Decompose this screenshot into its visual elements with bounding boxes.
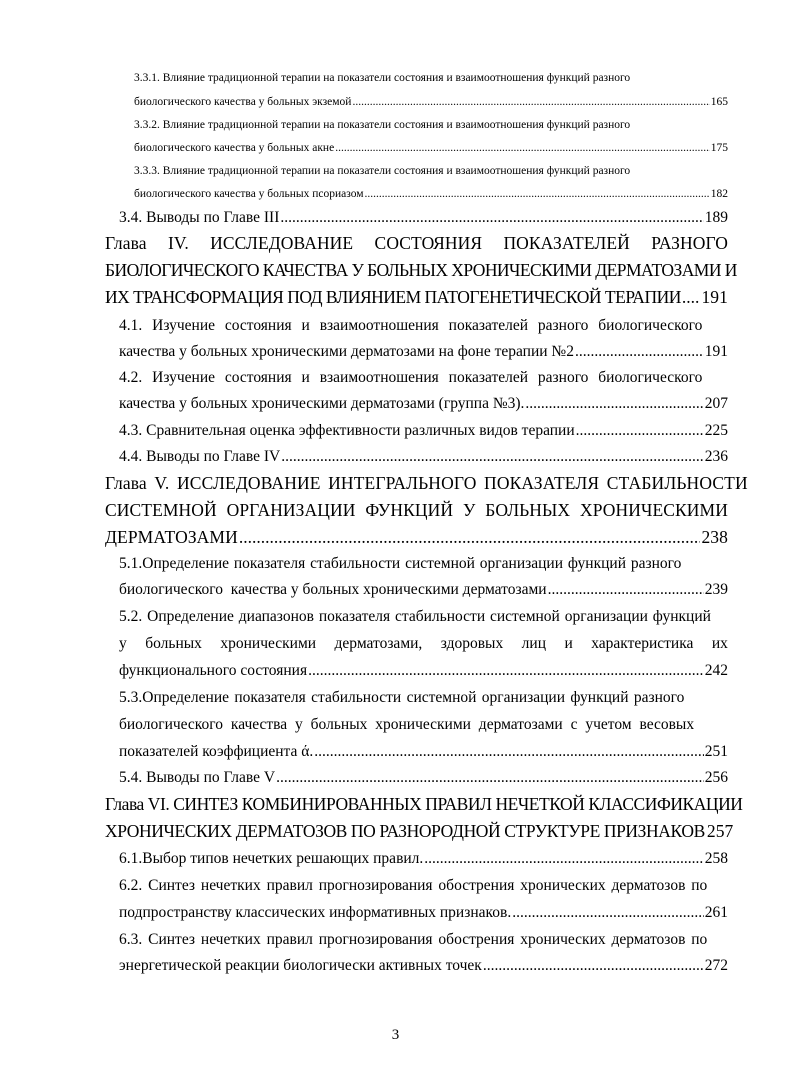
toc-chapter-text: БИОЛОГИЧЕСКОГО КАЧЕСТВА У БОЛЬНЫХ ХРОНИЧЕСКИМИ ДЕРМАТОЗАМИ И	[105, 260, 737, 280]
leader-dots	[314, 744, 703, 760]
toc-chapter-4-line-2	[105, 260, 737, 280]
toc-entry-6-3[interactable]	[119, 932, 728, 948]
word: СОСТОЯНИЯ	[374, 233, 483, 253]
toc-entry-text: функционального состояния	[119, 662, 308, 679]
leader-dots	[352, 97, 709, 109]
toc-chapter-5-line-3[interactable]	[105, 529, 728, 547]
word: ОРГАНИЗАЦИИ	[226, 500, 356, 520]
toc-entry-3-3-3[interactable]	[134, 166, 728, 178]
toc-page-number: 238	[701, 527, 728, 547]
toc-page-number: 239	[704, 581, 728, 598]
toc-entry-5-2-line-2	[119, 636, 728, 652]
leader-dots	[576, 423, 704, 439]
word: БОЛЬНЫХ	[485, 500, 571, 520]
toc-entry-text: биологического качества у больных хроническими дерматозами с учетом весовых	[119, 716, 695, 733]
toc-page-number: 242	[704, 662, 728, 679]
toc-entry-5-3-cont[interactable]	[119, 744, 728, 760]
toc-entry-5-2-cont[interactable]	[119, 663, 728, 679]
word: ФУНКЦИЙ	[365, 500, 454, 520]
word: здоровых	[440, 635, 504, 652]
toc-page-number: 257	[706, 821, 734, 841]
toc-entry-text: 5.1.Определение показателя стабильности системной организации функций разного	[119, 555, 682, 572]
leader-dots	[308, 663, 704, 679]
toc-chapter-5-line-2	[105, 502, 728, 520]
toc-entry-6-2[interactable]	[119, 878, 728, 894]
toc-page-number: 261	[704, 904, 728, 921]
word: хроническими	[220, 635, 317, 652]
toc-entry-text: 6.1.Выбор типов нечетких решающих правил.	[119, 850, 424, 867]
toc-entry-6-3-cont[interactable]	[119, 958, 728, 974]
toc-page-number: 175	[710, 142, 728, 154]
toc-page-number: 207	[704, 395, 728, 412]
toc-page-number: 272	[704, 957, 728, 974]
toc-entry-text: 4.1. Изучение состояния и взаимоотношения показателей разного биологического	[119, 317, 703, 334]
word: СИСТЕМНОЙ	[105, 500, 217, 520]
toc-entry-5-3-line-2	[119, 717, 728, 733]
word: IV.	[167, 233, 189, 253]
toc-entry-text: качества у больных хроническими дерматозами на фоне терапии №2	[119, 343, 574, 360]
toc-chapter-text: Глава VI. СИНТЕЗ КОМБИНИРОВАННЫХ ПРАВИЛ НЕЧЕТКОЙ КЛАССИФИКАЦИИ	[105, 794, 743, 814]
toc-page-number: 182	[710, 188, 728, 200]
toc-entry-text: 4.4. Выводы по Главе IV	[119, 448, 281, 465]
toc-page-number: 191	[701, 287, 728, 307]
toc-entry-text: 5.3.Определение показателя стабильности системной организации функций разного	[119, 689, 685, 706]
leader-dots	[335, 143, 710, 155]
toc-entry-text: 3.4. Выводы по Главе III	[119, 209, 280, 226]
toc-page-number: 165	[710, 96, 728, 108]
word: лиц	[521, 635, 546, 652]
toc-entry-3-3-2-cont[interactable]	[134, 143, 728, 155]
toc-entry-3-3-3-cont[interactable]	[134, 189, 728, 201]
word: ПОКАЗАТЕЛЕЙ	[503, 233, 630, 253]
leader-dots	[682, 289, 701, 307]
word: их	[711, 635, 728, 652]
toc-entry-3-3-2[interactable]	[134, 120, 728, 132]
toc-entry-6-2-cont[interactable]	[119, 905, 728, 921]
toc-entry-text: биологического качества у больных экземой	[134, 96, 352, 108]
leader-dots	[280, 210, 703, 226]
word: РАЗНОГО	[651, 233, 728, 253]
toc-page-number: 251	[704, 743, 728, 760]
toc-entry-text: показателей коэффициента ά.	[119, 743, 314, 760]
leader-dots	[548, 582, 704, 598]
toc-entry-5-3[interactable]	[119, 690, 728, 706]
toc-page-number: 191	[704, 343, 728, 360]
word: у	[119, 635, 127, 652]
toc-entry-4-3[interactable]	[119, 423, 728, 439]
word: больных	[145, 635, 202, 652]
word: У	[462, 500, 476, 520]
toc-entry-text: 6.2. Синтез нечетких правил прогнозирования обострения хронических дерматозов по	[119, 877, 708, 894]
toc-entry-text: 3.3.3. Влияние традиционной терапии на показатели состояния и взаимоотношения функций разного	[134, 165, 631, 177]
leader-dots	[575, 344, 704, 360]
leader-dots	[512, 905, 704, 921]
toc-entry-4-4[interactable]	[119, 449, 728, 465]
toc-entry-text: 5.2. Определение диапазонов показателя стабильности системной организации функций	[119, 608, 711, 625]
toc-chapter-text: ХРОНИЧЕСКИХ ДЕРМАТОЗОВ ПО РАЗНОРОДНОЙ СТРУКТУРЕ ПРИЗНАКОВ	[105, 821, 705, 841]
toc-entry-4-2[interactable]	[119, 370, 728, 386]
toc-entry-text: 4.3. Сравнительная оценка эффективности различных видов терапии	[119, 422, 575, 439]
toc-entry-text: 3.3.2. Влияние традиционной терапии на показатели состояния и взаимоотношения функций разного	[134, 119, 631, 131]
toc-entry-5-1[interactable]	[119, 556, 728, 572]
toc-chapter-4-heading[interactable]	[105, 235, 728, 253]
toc-chapter-text: Глава V. ИССЛЕДОВАНИЕ ИНТЕГРАЛЬНОГО ПОКАЗАТЕЛЯ СТАБИЛЬНОСТИ	[105, 473, 748, 493]
toc-chapter-text: ДЕРМАТОЗАМИ	[105, 527, 238, 547]
toc-entry-4-1[interactable]	[119, 318, 728, 334]
leader-dots	[281, 449, 704, 465]
toc-entry-text: биологического качества у больных хроническими дерматозами	[119, 581, 547, 598]
toc-page-number: 236	[704, 448, 728, 465]
toc-entry-text: 3.3.1. Влияние традиционной терапии на показатели состояния и взаимоотношения функций разного	[134, 72, 631, 84]
toc-entry-text: биологического качества у больных акне	[134, 142, 335, 154]
page-number: 3	[391, 1027, 400, 1043]
toc-entry-text: энергетической реакции биологически активных точек	[119, 957, 482, 974]
toc-entry-5-4[interactable]	[119, 770, 728, 786]
toc-entry-5-2[interactable]	[119, 609, 728, 625]
leader-dots	[483, 958, 704, 974]
toc-page-number: 256	[704, 769, 728, 786]
word: и	[564, 635, 573, 652]
toc-page-number: 258	[704, 850, 728, 867]
toc-chapter-6-heading[interactable]	[105, 794, 743, 814]
toc-chapter-4-line-3[interactable]	[105, 289, 728, 307]
word: ИССЛЕДОВАНИЕ	[210, 233, 354, 253]
toc-page-number: 189	[704, 209, 728, 226]
toc-entry-text: подпространству классических информативных признаков.	[119, 904, 512, 921]
leader-dots	[424, 851, 703, 867]
toc-entry-6-1[interactable]	[119, 851, 728, 867]
leader-dots	[525, 396, 703, 412]
toc-entry-text: 5.4. Выводы по Главе V	[119, 769, 276, 786]
word: Глава	[105, 233, 147, 253]
toc-entry-5-1-cont[interactable]	[119, 582, 728, 598]
toc-entry-3-4[interactable]	[119, 210, 728, 226]
toc-entry-3-3-1-cont[interactable]	[134, 97, 728, 109]
toc-entry-text: 4.2. Изучение состояния и взаимоотношения показателей разного биологического	[119, 369, 703, 386]
word: характеристика	[591, 635, 694, 652]
word: ХРОНИЧЕСКИМИ	[579, 500, 728, 520]
leader-dots	[365, 189, 710, 201]
toc-chapter-5-heading[interactable]	[105, 473, 748, 493]
toc-chapter-text: ИХ ТРАНСФОРМАЦИЯ ПОД ВЛИЯНИЕМ ПАТОГЕНЕТИЧЕСКОЙ ТЕРАПИИ	[105, 287, 681, 307]
word: дерматозами,	[334, 635, 423, 652]
toc-entry-text: биологического качества у больных псориазом	[134, 188, 364, 200]
toc-entry-4-1-cont[interactable]	[119, 344, 728, 360]
leader-dots	[276, 770, 704, 786]
toc-entry-text: качества у больных хроническими дерматозами (группа №3).	[119, 395, 525, 412]
leader-dots	[239, 529, 701, 547]
toc-entry-3-3-1[interactable]	[134, 73, 728, 85]
toc-entry-4-2-cont[interactable]	[119, 396, 728, 412]
toc-page-number: 225	[704, 422, 728, 439]
toc-entry-text: 6.3. Синтез нечетких правил прогнозирования обострения хронических дерматозов по	[119, 931, 708, 948]
toc-chapter-6-line-2[interactable]	[105, 821, 734, 841]
